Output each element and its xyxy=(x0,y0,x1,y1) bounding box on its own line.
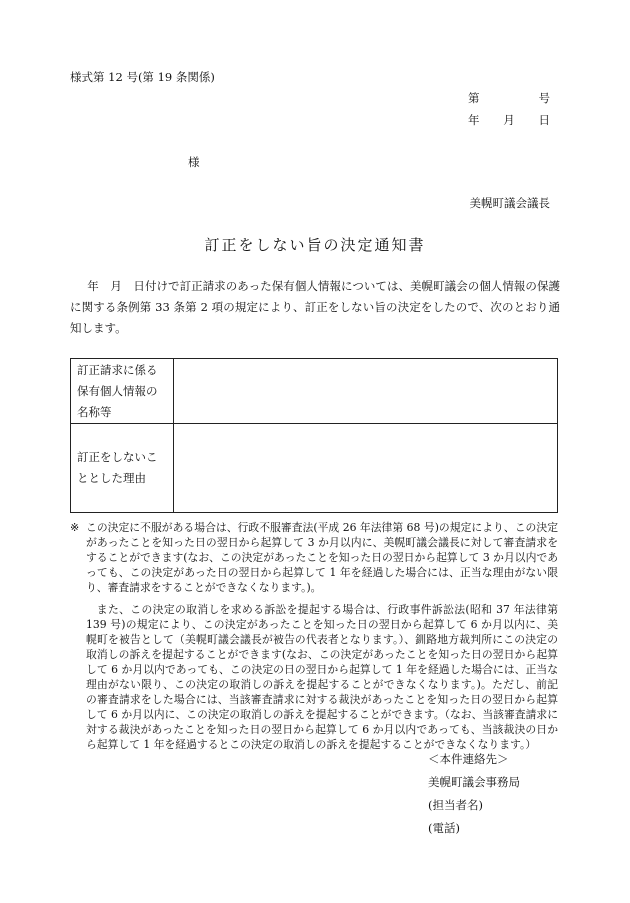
contact-heading: ＜本件連絡先＞ xyxy=(428,752,509,766)
body-paragraph: 年 月 日付けで訂正請求のあった保有個人情報については、美幌町議会の個人情報の保護に関する条例第 33 条第 2 項の規定により、訂正をしない旨の決定をしたので、次のとおり通知します。 xyxy=(70,279,560,335)
row-value-reason xyxy=(174,424,558,513)
document-number xyxy=(468,90,550,106)
table-row xyxy=(71,359,558,424)
row-value-info-name xyxy=(174,359,558,424)
date-year: 年 xyxy=(468,113,480,127)
form-number: 様式第 12 号(第 19 条関係) xyxy=(70,70,215,84)
contact-person: (担当者名) xyxy=(428,798,483,812)
doc-number-prefix: 第 xyxy=(468,91,480,105)
date-month: 月 xyxy=(503,113,515,127)
note-mark: ※ xyxy=(70,521,80,534)
page-title: 訂正をしない旨の決定通知書 xyxy=(204,236,426,254)
table-row xyxy=(71,424,558,513)
appeal-note xyxy=(70,520,558,752)
note-paragraph-appeal: この決定に不服がある場合は、行政不服審査法(平成 26 年法律第 68 号)の規定により、この決定があったことを知った日の翌日から起算して 3 か月以内に、美幌町議会議長に対して審査請求をすることができます(なお、この決定があったことを知った日の翌日から起算して 3 か月以内であっても、この決定があった日の翌日から起算して 1 年を経過した場合には、正当な理由がない限り、審査請求をすることができなくなります。)。 xyxy=(86,521,558,594)
note-paragraph-lawsuit: また、この決定の取消しを求める訴訟を提起する場合は、行政事件訴訟法(昭和 37 年法律第 139 号)の規定により、この決定があったことを知った日の翌日から起算して 6 か月以内に、美幌町を被告として（美幌町議会議長が被告の代表者となります。）、釧路地方裁判所にこの決定の取消しの訴えを提起することができます(なお、この決定があったことを知った日の翌日から起算して 6 か月以内であっても、この決定の日の翌日から起算して 1 年を経過した場合には、正当な理由がない限り、この決定の取消しの訴えを提起することができなくなります。)。ただし、前記の審査請求をした場合には、当該審査請求に対する裁決があったことを知った日の翌日から起算して 6 か月以内に、この決定の取消しの訴えを提起することができます。（なお、当該審査請求に対する裁決があったことを知った日の翌日から起算して 6 か月以内であっても、当該裁決の日から起算して 1 年を経過するとこの決定の取消しの訴えを提起することができなくなります。） xyxy=(86,603,558,751)
doc-number-suffix: 号 xyxy=(538,91,550,105)
date-day: 日 xyxy=(538,113,550,127)
contact-office: 美幌町議会事務局 xyxy=(428,775,520,789)
row-label-info-name: 訂正請求に係る保有個人情報の名称等 xyxy=(71,359,174,424)
contact-phone: (電話) xyxy=(428,821,460,835)
date-line xyxy=(468,112,550,128)
contact-block xyxy=(428,748,520,840)
sender: 美幌町議会議長 xyxy=(469,196,550,210)
row-label-reason: 訂正をしないこととした理由 xyxy=(71,424,174,513)
info-table xyxy=(70,358,558,513)
addressee: 様 xyxy=(188,155,200,169)
